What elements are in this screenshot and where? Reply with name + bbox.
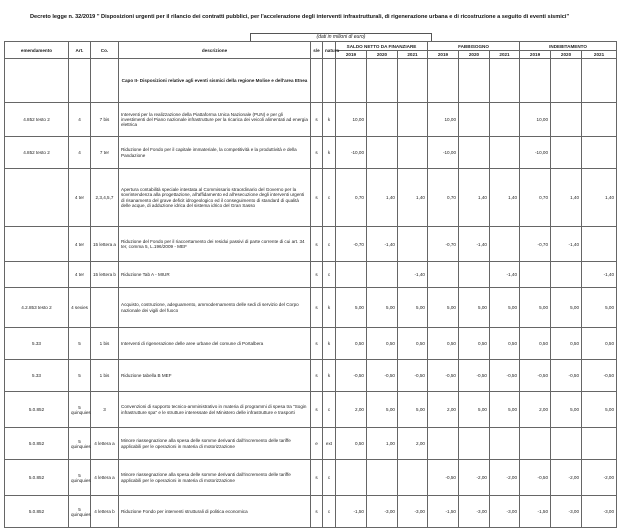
cell-value: -0,50 — [428, 360, 459, 392]
cell-value: 5,00 — [490, 392, 520, 428]
cell-value: -1,50 — [336, 496, 367, 528]
cell-se: s — [311, 288, 323, 328]
cell-se: s — [311, 103, 323, 137]
header-year: 2021 — [490, 51, 520, 59]
cell-value: 0,50 — [336, 428, 367, 460]
cell-emendamento: 5.0.852 — [5, 460, 69, 496]
cell-value: -10,00 — [336, 137, 367, 169]
cell-co: 4 lettera b — [91, 496, 119, 528]
cell-natura: c — [323, 169, 336, 227]
cell-descrizione: Acquisto, costruzione, adeguamento, ammodernamento delle sedi di servizio del Corpo nazionale dei vigili del fuoco — [119, 288, 311, 328]
cell-co: 7 bis — [91, 103, 119, 137]
cell-value — [582, 137, 617, 169]
cell-value: 5,00 — [490, 288, 520, 328]
unit-note: (dati in milioni di euro) — [250, 33, 432, 41]
cell-value: 5,00 — [428, 288, 459, 328]
cell-art: 4 — [69, 103, 91, 137]
cell-value: -0,50 — [459, 360, 490, 392]
cell-value — [367, 103, 398, 137]
cell-value: 0,50 — [551, 328, 582, 360]
cell-value: -3,00 — [490, 496, 520, 528]
cell-value: -1,40 — [582, 262, 617, 288]
cell-descrizione: Interventi per la realizzazione della Piattaforma Unica Nazionale (PUN) e per gli investimenti del Piano nazionale infrastrutture per la ricarica dei veicoli alimentati ad energia elettrica — [119, 103, 311, 137]
cell-value: 1,40 — [490, 169, 520, 227]
cell-value: 5,00 — [551, 392, 582, 428]
cell-value: -0,50 — [336, 360, 367, 392]
cell-value: -2,00 — [582, 460, 617, 496]
cell-natura: c — [323, 262, 336, 288]
cell-se: s — [311, 262, 323, 288]
header-art: Art. — [69, 42, 91, 59]
cell-value: 1,40 — [459, 169, 490, 227]
cell-value — [490, 137, 520, 169]
cell-value: 5,00 — [582, 288, 617, 328]
cell-value — [398, 103, 428, 137]
cell-value — [520, 428, 551, 460]
cell-art: 4 — [69, 137, 91, 169]
cell-descrizione: Interventi di rigenerazione delle aree urbane del comune di Portalbera — [119, 328, 311, 360]
table-row — [5, 227, 617, 262]
cell-natura: ext — [323, 428, 336, 460]
cell-value: 1,40 — [367, 169, 398, 227]
cell-descrizione: Minore riassegnazione alla spesa delle somme derivanti dall'incremento delle tariffe applicabili per le operazioni in materia di motorizzazione — [119, 460, 311, 496]
cell-art: 5 — [69, 360, 91, 392]
cell-value: -0,70 — [520, 227, 551, 262]
cell-value: -1,40 — [367, 227, 398, 262]
cell-emendamento: 4.852 testo 2 — [5, 137, 69, 169]
cell-value: 10,00 — [520, 103, 551, 137]
cell-descrizione: Riduzione Fondo per interventi strutturali di politica economica — [119, 496, 311, 528]
cell-co: 15 lettera a — [91, 227, 119, 262]
cell-value: 5,00 — [582, 392, 617, 428]
cell-value: 2,00 — [336, 392, 367, 428]
cell-art: 4 ter — [69, 227, 91, 262]
cell-value: -1,40 — [551, 227, 582, 262]
cell-value: 5,00 — [367, 392, 398, 428]
cell-emendamento: 5.0.852 — [5, 428, 69, 460]
table-row — [5, 328, 617, 360]
cell-se: s — [311, 460, 323, 496]
cell-value — [398, 460, 428, 496]
cell-value: -0,50 — [490, 360, 520, 392]
cell-value — [336, 262, 367, 288]
cell-value: -3,00 — [582, 496, 617, 528]
cell-value: -0,50 — [582, 360, 617, 392]
cell-value — [582, 227, 617, 262]
cell-value: 0,50 — [367, 328, 398, 360]
header-year: 2019 — [520, 51, 551, 59]
cell-co — [91, 288, 119, 328]
cell-value — [367, 262, 398, 288]
cell-se: s — [311, 496, 323, 528]
cell-value: 2,00 — [398, 428, 428, 460]
cell-emendamento — [5, 227, 69, 262]
cell-value: -1,50 — [428, 496, 459, 528]
cell-value: -0,50 — [551, 360, 582, 392]
cell-natura: k — [323, 360, 336, 392]
cell-value — [459, 103, 490, 137]
cell-value: -2,00 — [459, 460, 490, 496]
cell-art: 5 quinquies — [69, 496, 91, 528]
header-year: 2019 — [428, 51, 459, 59]
cell-value: 5,00 — [551, 288, 582, 328]
cell-art: 4 ter — [69, 169, 91, 227]
cell-value: 10,00 — [336, 103, 367, 137]
cell-value — [490, 227, 520, 262]
cell-emendamento — [5, 262, 69, 288]
cell-value: -0,50 — [520, 460, 551, 496]
cell-value: -1,50 — [520, 496, 551, 528]
cell-value: -0,50 — [398, 360, 428, 392]
cell-emendamento: 5.0.852 — [5, 392, 69, 428]
cell-art: 5 — [69, 328, 91, 360]
cell-value — [367, 137, 398, 169]
cell-art: 4 sexies — [69, 288, 91, 328]
cell-value: -0,70 — [428, 227, 459, 262]
cell-natura: k — [323, 137, 336, 169]
cell-value: -10,00 — [428, 137, 459, 169]
cell-se: s — [311, 227, 323, 262]
table-row — [5, 496, 617, 528]
table-row — [5, 460, 617, 496]
cell-co: 7 ter — [91, 137, 119, 169]
cell-value: 5,00 — [336, 288, 367, 328]
cell-co: 1 bis — [91, 328, 119, 360]
cell-value: 0,70 — [428, 169, 459, 227]
header-indebitamento: INDEBITAMENTO — [520, 42, 617, 51]
table-row — [5, 392, 617, 428]
cell-value — [428, 428, 459, 460]
cell-descrizione: Riduzione del Fondo per il riaccertamento dei residui passivi di parte corrente di cui art. 34 ter, comma 5, L.196/2009 - MEF — [119, 227, 311, 262]
cell-art: 5 quinquies — [69, 428, 91, 460]
cell-value — [582, 428, 617, 460]
cell-value: -2,00 — [490, 460, 520, 496]
header-se: s/e — [311, 42, 323, 59]
cell-value — [367, 460, 398, 496]
cell-value: 0,50 — [459, 328, 490, 360]
cell-value — [459, 262, 490, 288]
cell-emendamento: 4.852 testo 2 — [5, 103, 69, 137]
cell-value: -1,40 — [490, 262, 520, 288]
cell-art: 4 ter — [69, 262, 91, 288]
cell-value — [551, 103, 582, 137]
cell-se: s — [311, 169, 323, 227]
cell-value — [398, 227, 428, 262]
section-row — [5, 59, 617, 103]
cell-value — [551, 428, 582, 460]
header-descrizione: descrizione — [119, 42, 311, 59]
cell-co: 4 lettera a — [91, 460, 119, 496]
cell-value: 1,40 — [398, 169, 428, 227]
header-year: 2020 — [551, 51, 582, 59]
table-row — [5, 262, 617, 288]
cell-value: -3,00 — [551, 496, 582, 528]
cell-emendamento: 5.33 — [5, 328, 69, 360]
cell-natura: c — [323, 460, 336, 496]
cell-value: 5,00 — [520, 288, 551, 328]
cell-value: -1,40 — [398, 262, 428, 288]
cell-co: 4 lettera a — [91, 428, 119, 460]
cell-value: 0,50 — [336, 328, 367, 360]
cell-value — [398, 137, 428, 169]
table-row — [5, 360, 617, 392]
header-emendamento: emendamento — [5, 42, 69, 59]
table-row — [5, 169, 617, 227]
cell-value — [551, 262, 582, 288]
cell-descrizione: Minore riassegnazione alla spesa delle somme derivanti dall'incremento delle tariffe applicabili per le operazioni in materia di motorizzazione — [119, 428, 311, 460]
table-row — [5, 103, 617, 137]
cell-value — [490, 103, 520, 137]
cell-co: 1 bis — [91, 360, 119, 392]
header-year: 2020 — [367, 51, 398, 59]
header-natura: natura — [323, 42, 336, 59]
header-year: 2019 — [336, 51, 367, 59]
document-title: Decreto legge n. 32/2019 " Disposizioni urgenti per il rilancio dei contratti pubblici, per l'accelerazione degli interventi infrastrutturali, di rigenerazione urbana e di ricostruzione a seguito di eventi sismici" — [30, 14, 570, 20]
table-body — [5, 59, 617, 528]
cell-value: 5,00 — [459, 392, 490, 428]
cell-co: 2,3,4,5,7 — [91, 169, 119, 227]
cell-se: e — [311, 428, 323, 460]
cell-se: s — [311, 137, 323, 169]
cell-value — [336, 460, 367, 496]
cell-co: 15 lettera b — [91, 262, 119, 288]
cell-emendamento — [5, 169, 69, 227]
cell-emendamento: 5.33 — [5, 360, 69, 392]
cell-emendamento: 4.2.853 testo 2 — [5, 288, 69, 328]
cell-natura: c — [323, 227, 336, 262]
cell-value — [459, 137, 490, 169]
header-year: 2021 — [582, 51, 617, 59]
cell-value — [459, 428, 490, 460]
header-co: Co. — [91, 42, 119, 59]
section-title: Capo II- Disposizioni relative agli eventi sismici della regione Molise e dell'area Etnea — [119, 59, 311, 103]
cell-value: 1,40 — [551, 169, 582, 227]
cell-value: -0,50 — [428, 460, 459, 496]
cell-natura: k — [323, 288, 336, 328]
cell-descrizione: Riduzione del Fondo per il capitale immateriale, la competitività e la produttività e della Pandazione — [119, 137, 311, 169]
cell-value: 5,00 — [398, 288, 428, 328]
cell-natura: k — [323, 103, 336, 137]
cell-value: 0,70 — [520, 169, 551, 227]
cell-se: s — [311, 328, 323, 360]
cell-value: -0,50 — [520, 360, 551, 392]
cell-co: 3 — [91, 392, 119, 428]
cell-value: 5,00 — [367, 288, 398, 328]
cell-value: -0,50 — [367, 360, 398, 392]
cell-value: 0,50 — [520, 328, 551, 360]
header-year: 2021 — [398, 51, 428, 59]
cell-value: -0,70 — [336, 227, 367, 262]
cell-emendamento: 5.0.852 — [5, 496, 69, 528]
cell-value — [490, 428, 520, 460]
cell-descrizione: Riduzione Tab A - MIUR — [119, 262, 311, 288]
cell-value: 0,50 — [398, 328, 428, 360]
cell-descrizione: Apertura contabilità speciale intestata al Commissario straordinario del Governo per la sovrintendenza alla progettazione, all'affidamento ed all'esecuzione degli interventi urgenti di risanamento del grave deficit idrogeologico ed il conseguimento di standard di qualità delle acque, di adduzione idrica del sistema idrico del Gran Sasso — [119, 169, 311, 227]
cell-descrizione: Riduzione tabella B MEF — [119, 360, 311, 392]
cell-value: 0,50 — [582, 328, 617, 360]
cell-value: 1,00 — [367, 428, 398, 460]
table-row — [5, 428, 617, 460]
table-row — [5, 137, 617, 169]
cell-value — [551, 137, 582, 169]
cell-art: 5 quinquies — [69, 460, 91, 496]
header-fabbisogno: FABBISOGNO — [428, 42, 520, 51]
cell-art: 5 quinquies — [69, 392, 91, 428]
cell-natura: c — [323, 496, 336, 528]
table-row — [5, 288, 617, 328]
cell-value — [520, 262, 551, 288]
cell-value: 5,00 — [459, 288, 490, 328]
header-year: 2020 — [459, 51, 490, 59]
cell-descrizione: Convenzioni di supporto tecnico-amministrativo in materia di programmi di spesa tra "Sogin infrastrutture spa" e le strutture interessate del Ministero delle infrastrutture e trasporti — [119, 392, 311, 428]
estimates-table — [4, 41, 617, 528]
cell-value: 10,00 — [428, 103, 459, 137]
cell-value: -1,40 — [459, 227, 490, 262]
cell-natura: k — [323, 328, 336, 360]
cell-value: 5,00 — [398, 392, 428, 428]
cell-value: 0,70 — [336, 169, 367, 227]
cell-value: 0,50 — [490, 328, 520, 360]
cell-value: -10,00 — [520, 137, 551, 169]
cell-value: 2,00 — [428, 392, 459, 428]
cell-value: -3,00 — [459, 496, 490, 528]
cell-value: 0,50 — [428, 328, 459, 360]
cell-value: -3,00 — [367, 496, 398, 528]
cell-value — [428, 262, 459, 288]
cell-value — [582, 103, 617, 137]
header-saldo: SALDO NETTO DA FINANZIARE — [336, 42, 428, 51]
cell-value: -3,00 — [398, 496, 428, 528]
cell-se: s — [311, 360, 323, 392]
cell-value: -2,00 — [551, 460, 582, 496]
cell-natura: c — [323, 392, 336, 428]
cell-value: 1,40 — [582, 169, 617, 227]
cell-se: s — [311, 392, 323, 428]
cell-value: 2,00 — [520, 392, 551, 428]
